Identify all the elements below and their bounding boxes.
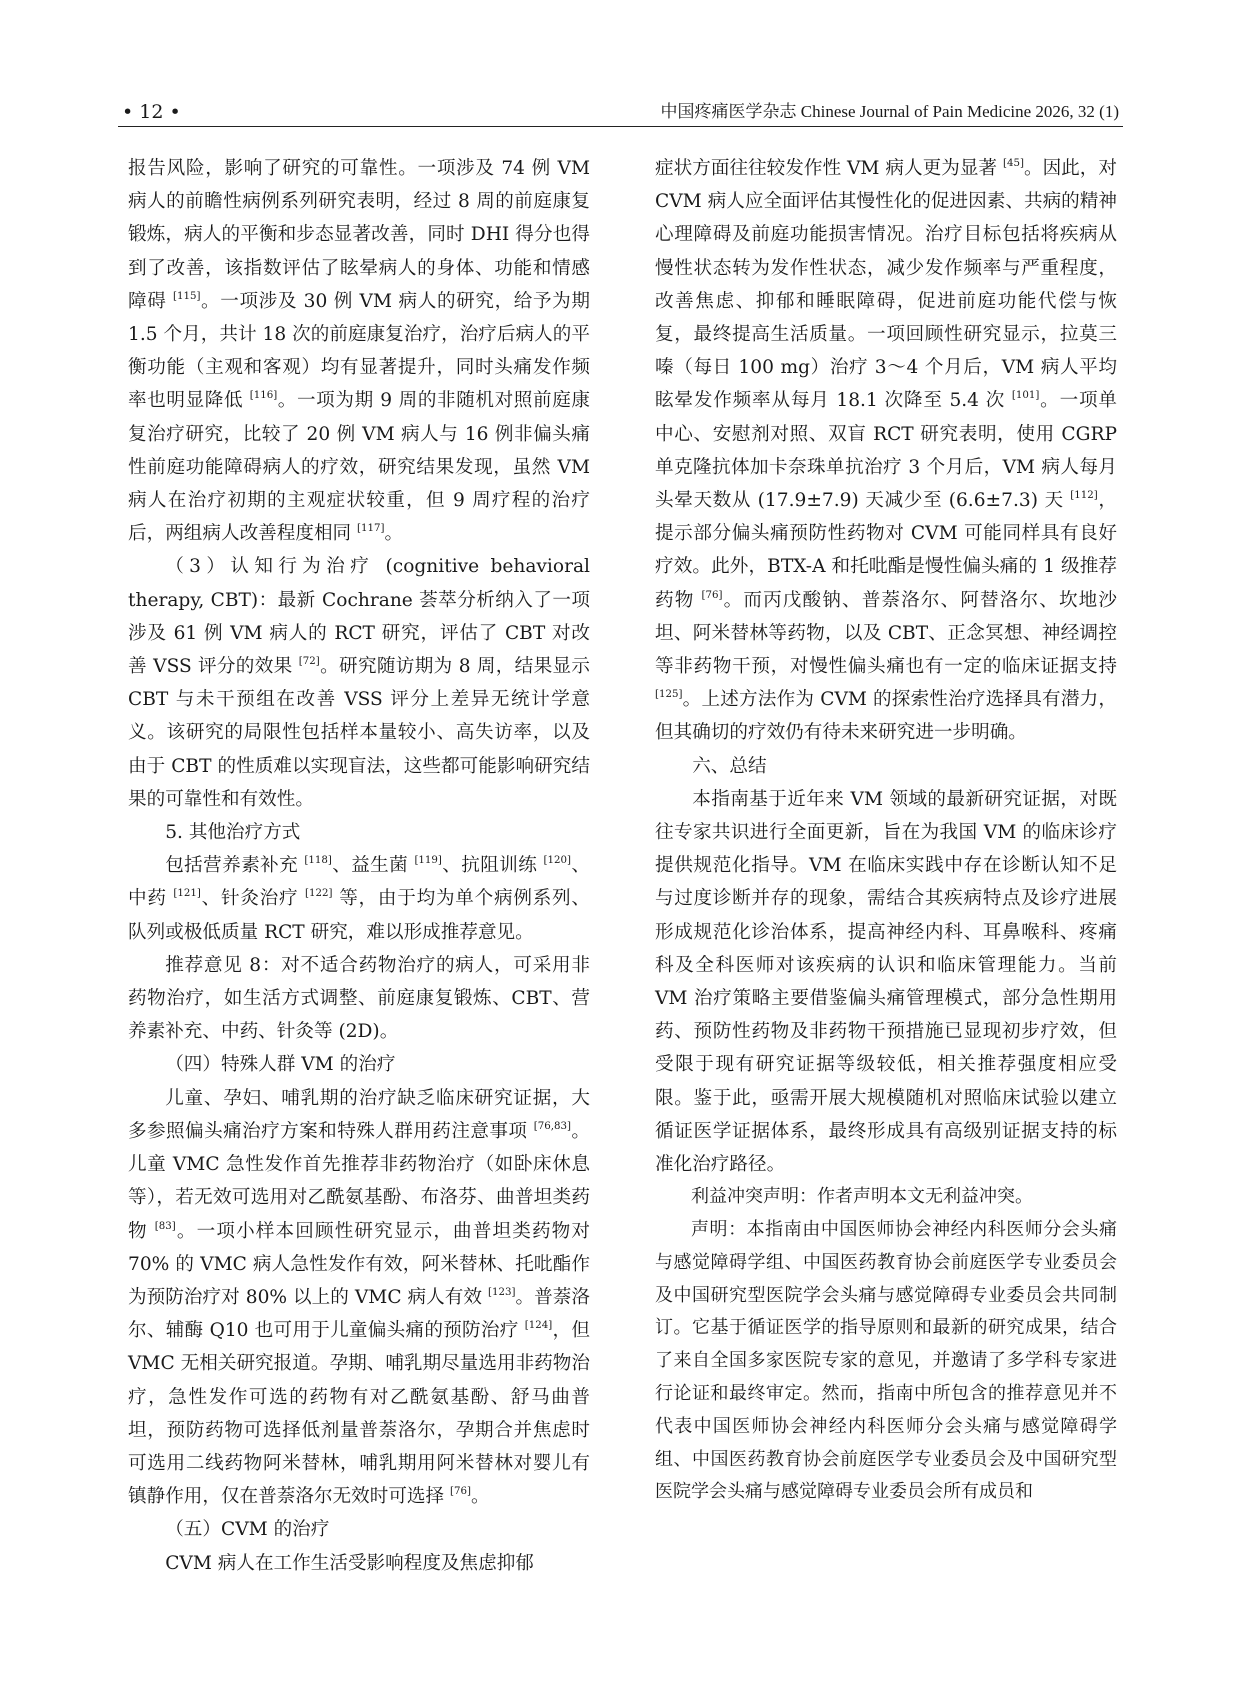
journal-title: 中国疼痛医学杂志 Chinese Journal of Pain Medicine 2026, 32 (1)	[660, 102, 1119, 121]
paragraph: （五）CVM 的治疗	[165, 1519, 330, 1541]
paragraph: 本指南基于近年来 VM 领域的最新研究证据，对既往专家共识进行全面更新，旨在为我国 VM 的临床诊疗提供规范化指导。VM 在临床实践中存在诊断认知不足与过度诊断并存的现象，需结合其疾病特点及诊疗进展形成规范化诊治体系，提高神经内科、耳鼻喉科、疼痛科及全科医师对该疾病的认识和临床管理能力。当前 VM 治疗策略主要借鉴偏头痛管理模式，部分急性期用药、预防性药物及非药物干预措施已显现初步疗效，但受限于现有研究证据等级较低，相关推荐强度相应受限。鉴于此，亟需开展大规模随机对照临床试验以建立循证医学证据体系，最终形成具有高级别证据支持的标准化治疗路径。	[655, 788, 1117, 1176]
paragraph: 症状方面往往较发作性 VM 病人更为显著 [45]。因此，对 CVM 病人应全面评估其慢性化的促进因素、共病的精神心理障碍及前庭功能损害情况。治疗目标包括将疾病从慢性状态转为发作性状态，减少发作频率与严重程度，改善焦虑、抑郁和睡眠障碍，促进前庭功能代偿与恢复，最终提高生活质量。一项回顾性研究显示，拉莫三嗪（每日 100 mg）治疗 3～4 个月后，VM 病人平均眩晕发作频率从每月 18.1 次降至 5.4 次 [101]。一项单中心、安慰剂对照、双盲 RCT 研究表明，使用 CGRP 单克隆抗体加卡奈珠单抗治疗 3 个月后，VM 病人每月头晕天数从 (17.9±7.9) 天减少至 (6.6±7.3) 天 [112]，提示部分偏头痛预防性药物对 CVM 可能同样具有良好疗效。此外，BTX-A 和托吡酯是慢性偏头痛的 1 级推荐药物 [76]。而丙戊酸钠、普萘洛尔、阿替洛尔、坎地沙坦、阿米替林等药物，以及 CBT、正念冥想、神经调控等非药物干预，对慢性偏头痛也有一定的临床证据支持 [125]。上述方法作为 CVM 的探索性治疗选择具有潜力，但其确切的疗效仍有待未来研究进一步明确。	[655, 157, 1117, 744]
paragraph: CVM 病人在工作生活受影响程度及焦虑抑郁	[165, 1552, 534, 1574]
paragraph: 报告风险，影响了研究的可靠性。一项涉及 74 例 VM 病人的前瞻性病例系列研究表明，经过 8 周的前庭康复锻炼，病人的平衡和步态显著改善，同时 DHI 得分也得到了改善，该指数评估了眩晕病人的身体、功能和情感障碍 [115]。一项涉及 30 例 VM 病人的研究，给予为期 1.5 个月，共计 18 次的前庭康复治疗，治疗后病人的平衡功能（主观和客观）均有显著提升，同时头痛发作频率也明显降低 [116]。一项为期 9 周的非随机对照前庭康复治疗研究，比较了 20 例 VM 病人与 16 例非偏头痛性前庭功能障碍病人的疗效，研究结果发现，虽然 VM 病人在治疗初期的主观症状较重，但 9 周疗程的治疗后，两组病人改善程度相同 [117]。	[128, 158, 590, 545]
paragraph: 儿童、孕妇、哺乳期的治疗缺乏临床研究证据，大多参照偏头痛治疗方案和特殊人群用药注意事项 [76,83]。儿童 VMC 急性发作首先推荐非药物治疗（如卧床休息等），若无效可选用对乙酰氨基酚、布洛芬、曲普坦类药物 [83]。一项小样本回顾性研究显示，曲普坦类药物对 70% 的 VMC 病人急性发作有效，阿米替林、托吡酯作为预防治疗对 80% 以上的 VMC 病人有效 [123]。普萘洛尔、辅酶 Q10 也可用于儿童偏头痛的预防治疗 [124]，但 VMC 无相关研究报道。孕期、哺乳期尽量选用非药物治疗，急性发作可选的药物有对乙酰氨基酚、舒马曲普坦，预防药物可选择低剂量普萘洛尔，孕期合并焦虑时可选用二线药物阿米替林，哺乳期用阿米替林对婴儿有镇静作用，仅在普萘洛尔无效时可选择 [76]。	[128, 1087, 590, 1508]
paragraph: 5. 其他治疗方式	[165, 822, 301, 844]
running-header	[118, 100, 1123, 127]
paragraph: （四）特殊人群 VM 的治疗	[165, 1054, 396, 1076]
page-number: • 12 •	[122, 101, 181, 123]
paragraph: 六、总结	[692, 755, 767, 777]
paragraph: 声明：本指南由中国医师协会神经内科医师分会头痛与感觉障碍学组、中国医药教育协会前庭医学专业委员会及中国研究型医院学会头痛与感觉障碍专业委员会共同制订。它基于循证医学的指导原则和最新的研究成果，结合了来自全国多家医院专家的意见，并邀请了多学科专家进行论证和最终审定。然而，指南中所包含的推荐意见并不代表中国医师协会神经内科医师分会头痛与感觉障碍学组、中国医药教育协会前庭医学专业委员会及中国研究型医院学会头痛与感觉障碍专业委员会所有成员和	[655, 1219, 1117, 1503]
paragraph: 利益冲突声明：作者声明本文无利益冲突。	[691, 1186, 1033, 1208]
paragraph: （3）认知行为治疗 (cognitive behavioral therapy, CBT)：最新 Cochrane 荟萃分析纳入了一项涉及 61 例 VM 病人的 RCT 研究，评估了 CBT 对改善 VSS 评分的效果 [72]。研究随访期为 8 周，结果显示 CBT 与未干预组在改善 VSS 评分上差异无统计学意义。该研究的局限性包括样本量较小、高失访率，以及由于 CBT 的性质难以实现盲法，这些都可能影响研究结果的可靠性和有效性。	[128, 556, 591, 810]
left-column	[128, 152, 590, 1580]
paragraph: 包括营养素补充 [118]、益生菌 [119]、抗阻训练 [120]、中药 [121]、针灸治疗 [122] 等，由于均为单个病例系列、队列或极低质量 RCT 研究，难以形成推荐意见。	[128, 855, 590, 943]
right-column	[655, 152, 1117, 1509]
paragraph: 推荐意见 8：对不适合药物治疗的病人，可采用非药物治疗，如生活方式调整、前庭康复锻炼、CBT、营养素补充、中药、针灸等 (2D)。	[128, 954, 590, 1043]
